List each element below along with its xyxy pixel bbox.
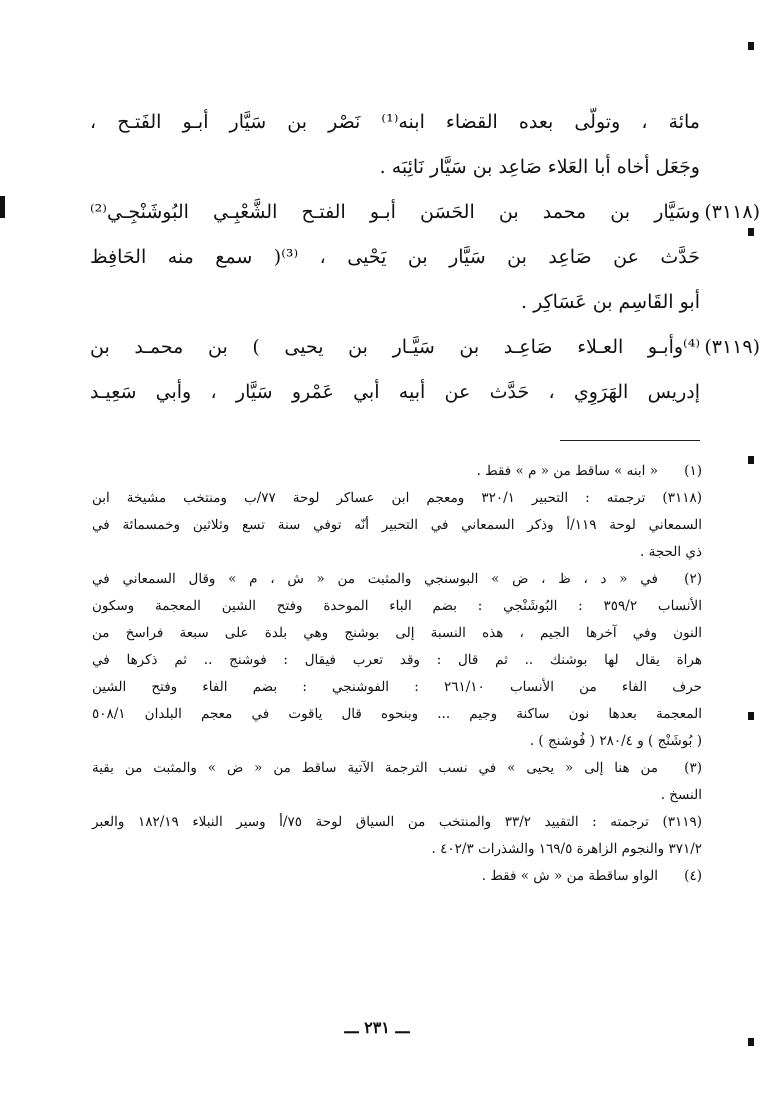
edge-mark [748,1038,754,1046]
footnote-line [92,485,702,512]
footnote [92,458,702,485]
edge-mark [748,456,754,464]
entry-number: (٣١١٩) [704,336,760,358]
text-line: ⁽⁴⁾وأبـو العـلاء صَاعِـد بن سَيَّـار بن يحيى ) بن محمـد بن [90,336,700,358]
text-line: حَدَّث عن صَاعِد بن سَيَّار بن يَحْيى ، ⁽³⁾( سمع منه الحَافِظ [90,246,700,268]
footnote-number: (١) [684,463,702,479]
edge-mark [0,196,5,218]
footnote-line: ٣٧١/٢ والنجوم الزاهرة ١٦٩/٥ والشذرات ٤٠٢/٣ . [431,841,702,857]
footnote-line: ذي الحجة . [640,544,702,560]
footnote-text: ترجمته : التحبير ٣٢٠/١ ومعجم ابن عساكر لوحة ٧٧/ب ومنتخب مشيخة ابن [92,490,646,506]
entry-3118 [90,190,760,325]
entry-number: (٣١١٨) [704,201,760,223]
footnote [92,863,702,890]
footnote-line: الأنساب ٣٥٩/٢ : البُوشَنْجي : بضم الباء الموحدة وفتح الشين المعجمة وسكون [92,598,702,614]
footnote-line: الواو ساقطة من « ش » فقط . [481,868,658,884]
footnote-line: في « د ، ظ ، ض » البوسنجي والمثبت من « ش ، م » وقال السمعاني في [92,571,658,587]
footnote-line: « ابنه » ساقط من « م » فقط . [476,463,658,479]
footnote-number: (٣١١٩) [662,814,703,830]
footnote-line: هراة يقال لها بوشنك .. ثم قال : وقد تعرب فيقال : فوشنج .. ثم ذكرها في [92,652,702,668]
footnote-line [92,809,702,836]
footnote [92,566,702,755]
footnote [92,485,702,566]
footnote-number: (٢) [684,571,702,587]
main-text [90,100,760,415]
footnote-number: (٤) [684,868,702,884]
footnote-line: السمعاني لوحة ١١٩/أ وذكر السمعاني في التحبير أنّه توفي سنة تسع وثلاثين وخمسمائة في [92,517,702,533]
entry-3119 [90,325,760,415]
text-line: أبو القَاسِم بن عَسَاكِر . [521,291,700,313]
footnote-line: من هنا إلى « يحيى » في نسب الترجمة الآتية ساقط من « ض » والمثبت من بقية [92,760,658,776]
text-line: إدريس الهَرَوِي ، حَدَّث عن أبيه أبي عَمْرو سَيَّار ، وأبي سَعِيـد [90,381,701,403]
footnote-line: النون وفي آخرها الجيم ، هذه النسبة إلى بوشنج وهي بلدة على سبعة فراسخ من [92,625,702,641]
text-line: وجَعَل أخاه أبا العَلاء صَاعِد بن سَيَّار نَائِبَه . [379,156,700,178]
edge-mark [748,712,754,720]
footnote [92,809,702,863]
footnote-number: (٣١١٨) [662,490,702,506]
footnote-line: المعجمة بعدها نون ساكنة وجيم ... وبنحوه قال ياقوت في معجم البلدان ٥٠٨/١ [92,706,702,722]
footnote-separator [560,440,700,441]
text-line: مائة ، وتولّى بعده القضاء ابنه⁽¹⁾ نَصْر بن سَيَّار أبـو الفَتـح ، [90,111,700,133]
footnote-line: النسخ . [660,787,702,803]
footnotes [92,458,702,890]
footnote-number: (٣) [684,760,702,776]
footnote-line: ( بُوشَنْج ) و ٢٨٠/٤ ( فُوشنج ) . [529,733,702,749]
footnote-text: ترجمته : التقييد ٣٣/٢ والمنتخب من السياق لوحة ٧٥/أ وسير النبلاء ١٨٢/١٩ والعبر [92,814,649,830]
edge-mark [748,42,754,50]
footnote-line: حرف الفاء من الأنساب ٢٦١/١٠ : الفوشنجي : بضم الفاء وفتح الشين [92,679,702,695]
text-line: وسَيَّار بن محمد بن الحَسَن أبـو الفتـح الشَّعْبِـي البُوشَنْجِـي⁽²⁾ [90,201,700,223]
page-number: ـــ ٢٣١ ـــ [344,1018,410,1037]
footnote [92,755,702,809]
